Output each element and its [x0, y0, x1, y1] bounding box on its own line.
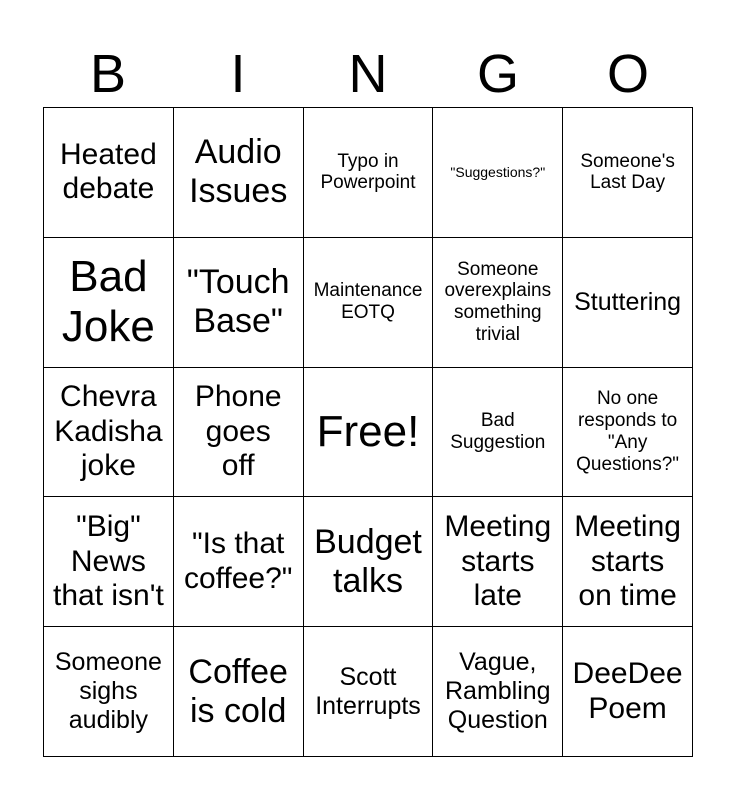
bingo-cell-label: Audio Issues	[189, 133, 288, 211]
bingo-cell-label: "Touch Base"	[186, 263, 290, 341]
bingo-cell-label: DeeDee Poem	[572, 657, 683, 725]
bingo-cell-label: Scott Interrupts	[315, 662, 421, 720]
bingo-cell[interactable]	[304, 627, 434, 757]
bingo-cell[interactable]	[304, 108, 434, 238]
bingo-cell-label: "Big" News that isn't	[53, 510, 164, 613]
bingo-cell-label: "Is that coffee?"	[183, 527, 293, 595]
bingo-cell-label: Typo in Powerpoint	[320, 150, 416, 194]
bingo-cell-label: No one responds to "Any Questions?"	[576, 388, 680, 475]
bingo-cell-label: "Suggestions?"	[450, 164, 546, 181]
bingo-cell-label: Meeting starts on time	[574, 510, 681, 613]
bingo-cell-label: Coffee is cold	[188, 652, 288, 730]
bingo-board	[43, 107, 693, 757]
bingo-cell[interactable]	[563, 238, 693, 368]
bingo-cell[interactable]	[433, 368, 563, 498]
bingo-cell[interactable]	[174, 368, 304, 498]
header-letter-i: I	[230, 44, 246, 104]
bingo-cell-label: Chevra Kadisha joke	[54, 380, 163, 483]
bingo-cell[interactable]	[563, 108, 693, 238]
bingo-cell-label: Maintenance EOTQ	[313, 280, 423, 324]
bingo-header	[43, 40, 693, 108]
bingo-cell-label: Someone sighs audibly	[54, 648, 162, 734]
bingo-cell[interactable]	[174, 238, 304, 368]
header-letter-o: O	[606, 44, 649, 104]
bingo-cell-label: Someone overexplains something trivial	[444, 258, 552, 346]
header-letter-n: N	[348, 44, 388, 104]
bingo-cell-label: Vague, Rambling Question	[444, 648, 551, 734]
bingo-cell[interactable]	[563, 627, 693, 757]
bingo-cell[interactable]	[304, 497, 434, 627]
bingo-cell-label: Phone goes off	[194, 380, 282, 483]
bingo-cell[interactable]	[44, 108, 174, 238]
bingo-cell[interactable]	[174, 108, 304, 238]
bingo-cell-label: Budget talks	[314, 522, 422, 600]
header-letter-b: B	[89, 44, 127, 104]
free-space-label: Free!	[316, 406, 420, 456]
bingo-cell[interactable]	[433, 238, 563, 368]
free-space-cell[interactable]	[304, 368, 434, 498]
bingo-cell[interactable]	[44, 238, 174, 368]
bingo-cell[interactable]	[433, 108, 563, 238]
header-letter-g: G	[476, 44, 519, 104]
bingo-cell[interactable]	[563, 497, 693, 627]
bingo-cell[interactable]	[304, 238, 434, 368]
bingo-cell-label: Meeting starts late	[444, 510, 552, 613]
bingo-cell[interactable]	[44, 497, 174, 627]
bingo-cell-label: Stuttering	[574, 287, 682, 316]
bingo-cell[interactable]	[174, 497, 304, 627]
bingo-cell[interactable]	[563, 368, 693, 498]
bingo-cell[interactable]	[433, 497, 563, 627]
bingo-cell[interactable]	[44, 368, 174, 498]
bingo-cell[interactable]	[174, 627, 304, 757]
bingo-cell[interactable]	[44, 627, 174, 757]
bingo-cell[interactable]	[433, 627, 563, 757]
bingo-cell-label: Someone's Last Day	[580, 150, 675, 194]
bingo-cell-label: Heated debate	[60, 137, 157, 206]
bingo-cell-label: Bad Joke	[61, 251, 155, 352]
bingo-cell-label: Bad Suggestion	[450, 410, 546, 453]
